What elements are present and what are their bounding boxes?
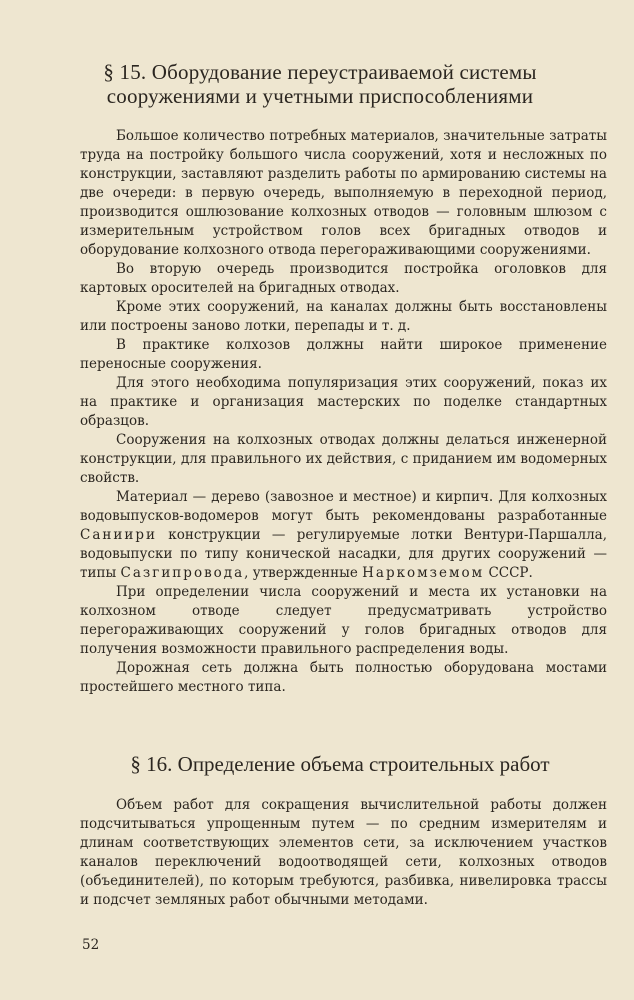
text-run: Материал — дерево (завозное и местное) и кирпич. Для колхозных водовыпусков-водомеров могут быть рекомендованы разработанные [80,489,607,524]
narkomzem-spaced: Наркомземом [362,565,485,581]
section-15-heading-line2: сооружениями и учетными приспособлениями [106,84,534,108]
section-15-heading [60,60,580,108]
text-run: , утвержденные [244,565,363,581]
text-run: СССР. [484,565,533,581]
paragraph: Сооружения на колхозных отводах должны делаться инженерной конструкции, для правильного их действия, с приданием им водомерных свойств. [80,432,607,486]
paragraph: Дорожная сеть должна быть полностью оборудована мостами простейшего местного типа. [80,660,607,695]
paragraph-material [80,488,607,583]
paragraph: Большое количество потребных материалов, значительные затраты труда на постройку большого числа сооружений, хотя и несложных по конструкции, заставляют разделить работы по армированию системы на две очереди: в первую очередь, выполняемую в переходной период, производится ошлюзование колхозных отводов — головным шлюзом с измерительным устройством голов всех бригадных отводов и оборудование колхозного отвода перегораживающими сооружениями. [80,128,607,258]
section-16-body [80,796,607,910]
paragraph: При определении числа сооружений и места их установки на колхозном отводе следует предусматривать устройство перегораживающих сооружений у голов бригадных отводов для получения возможности правильного распределения воды. [80,584,607,657]
paragraph: Кроме этих сооружений, на каналах должны быть восстановлены или построены заново лотки, перепады и т. д. [80,299,607,334]
section-15-heading-line1: § 15. Оборудование переустраиваемой системы [103,60,537,84]
saniiri-spaced: Саниири [80,527,158,543]
text-run: конструкции — регулируемые лотки Вентури-Паршалла, водовыпуски по типу конической насадки, для других сооружений — типы [80,527,607,581]
section-15-body [80,127,607,697]
page-number: 52 [82,937,100,953]
paragraph: Во вторую очередь производится постройка оголовков для картовых оросителей на бригадных отводах. [80,261,607,296]
paragraph: Для этого необходима популяризация этих сооружений, показ их на практике и организация мастерских по поделке стандартных образцов. [80,375,607,429]
paragraph: Объем работ для сокращения вычислительной работы должен подсчитываться упрощенным путем — по средним измерителям и длинам соответствующих элементов сети, за исключением участков каналов переключений водоотводящей сети, колхозных отводов (объединителей), по которым требуются, разбивка, нивелировка трассы и подсчет земляных работ обычными методами. [80,797,607,908]
section-16-heading: § 16. Определение объема строительных работ [130,752,550,776]
paragraph: В практике колхозов должны найти широкое применение переносные сооружения. [80,337,607,372]
sazgiprovoda-spaced: Сазгипровода [120,565,245,581]
